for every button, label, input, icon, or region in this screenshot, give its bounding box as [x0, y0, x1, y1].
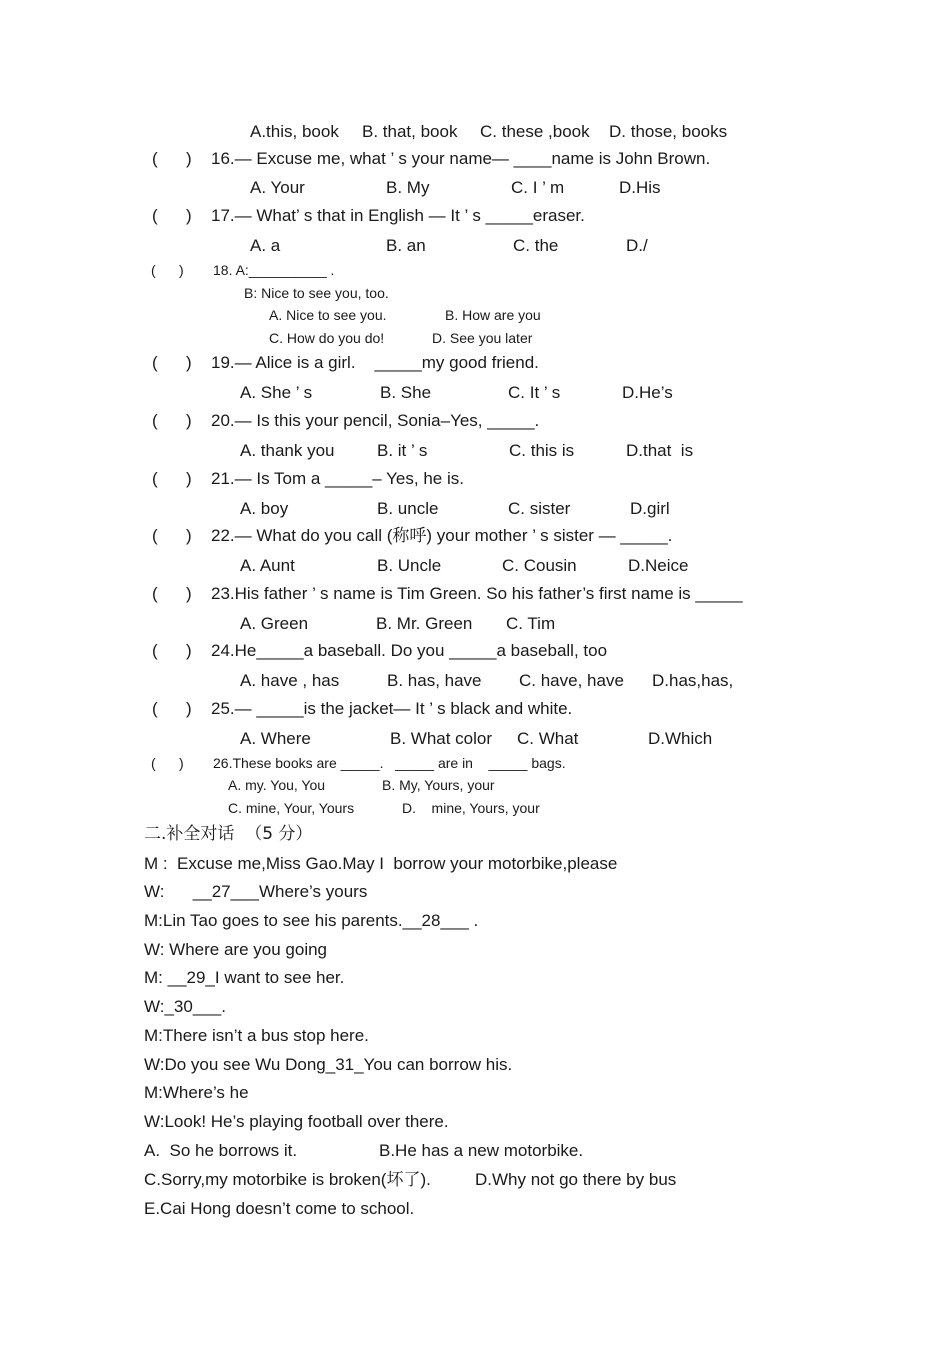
- choice-b: B.He has a new motorbike.: [379, 1141, 584, 1160]
- dialogue-line: M:There isn’t a bus stop here.: [144, 1026, 369, 1045]
- option-a: A. Your: [250, 178, 305, 197]
- option-a: A. have , has: [240, 671, 340, 690]
- option-d: D.girl: [630, 499, 670, 518]
- question-stem: 23.His father ’ s name is Tim Green. So his father’s first name is _____: [211, 584, 743, 603]
- answer-paren[interactable]: ( ): [152, 584, 192, 603]
- option-b: B. What color: [390, 729, 493, 748]
- question-stem: 26.These books are _____. _____ are in _____ bags.: [213, 755, 566, 771]
- option-c: C. How do you do!: [269, 330, 385, 346]
- option-a: A. a: [250, 236, 281, 255]
- option-b: B. an: [386, 236, 426, 255]
- option-b: B. Uncle: [377, 556, 442, 575]
- option-a: A. thank you: [240, 441, 335, 460]
- answer-paren[interactable]: ( ): [152, 353, 192, 372]
- option-d: D.His: [619, 178, 661, 197]
- option-c: C. I ’ m: [511, 178, 565, 197]
- question-stem: 16.— Excuse me, what ’ s your name— ____name is John Brown.: [211, 149, 711, 168]
- question-stem: 17.— What’ s that in English — It ’ s _____eraser.: [211, 206, 585, 225]
- question-stem: 22.— What do you call (称呼) your mother ’ s sister — _____.: [211, 526, 673, 545]
- dialogue-line: W:Do you see Wu Dong_31_You can borrow his.: [144, 1055, 513, 1074]
- option-d: D. mine, Yours, your: [402, 800, 540, 816]
- option-b: B. uncle: [377, 499, 439, 518]
- option-d: D.that is: [626, 441, 694, 460]
- q15-option-b: B. that, book: [362, 122, 458, 141]
- option-c: C. the: [513, 236, 559, 255]
- option-c: C. this is: [509, 441, 575, 460]
- answer-paren[interactable]: ( ): [152, 411, 192, 430]
- option-a: A. She ’ s: [240, 383, 313, 402]
- option-b: B. My, Yours, your: [382, 777, 495, 793]
- option-d: D.Neice: [628, 556, 689, 575]
- option-d: D. See you later: [432, 330, 533, 346]
- answer-paren[interactable]: ( ): [152, 699, 192, 718]
- dialogue-line: M:Where’s he: [144, 1083, 249, 1102]
- section-title: 二.补全对话 （5 分）: [144, 824, 313, 844]
- question-stem: 21.— Is Tom a _____– Yes, he is.: [211, 469, 464, 488]
- question-stem: 18. A:__________ .: [213, 262, 335, 278]
- answer-paren[interactable]: ( ): [151, 755, 184, 771]
- q15-option-a: A.this, book: [250, 122, 339, 141]
- option-a: A. Nice to see you.: [269, 307, 387, 323]
- choice-e: E.Cai Hong doesn’t come to school.: [144, 1199, 415, 1218]
- q15-option-d: D. those, books: [609, 122, 728, 141]
- answer-paren[interactable]: ( ): [152, 526, 192, 545]
- answer-paren[interactable]: ( ): [152, 206, 192, 225]
- option-a: A. Where: [240, 729, 311, 748]
- option-a: A. Aunt: [240, 556, 295, 575]
- option-b: B. Mr. Green: [376, 614, 473, 633]
- dialogue-line: W: Where are you going: [144, 940, 327, 959]
- dialogue-line: W: __27___Where’s yours: [144, 882, 368, 901]
- choice-c: C.Sorry,my motorbike is broken(坏了).: [144, 1170, 431, 1189]
- option-c: C. mine, Your, Yours: [228, 800, 355, 816]
- option-b: B. My: [386, 178, 430, 197]
- option-c: C. Tim: [506, 614, 556, 633]
- answer-paren[interactable]: ( ): [152, 641, 192, 660]
- option-b: B. it ’ s: [377, 441, 428, 460]
- option-b: B. has, have: [387, 671, 482, 690]
- question-stem: 19.— Alice is a girl. _____my good friend.: [211, 353, 539, 372]
- q15-option-c: C. these ,book: [480, 122, 590, 141]
- dialogue-line: W:Look! He’s playing football over there.: [144, 1112, 449, 1131]
- option-d: D./: [626, 236, 648, 255]
- dialogue-line: W:_30___.: [144, 997, 226, 1016]
- answer-paren[interactable]: ( ): [152, 149, 192, 168]
- option-d: D.has,has,: [652, 671, 734, 690]
- option-c: C. have, have: [519, 671, 624, 690]
- question-stem: 24.He_____a baseball. Do you _____a baseball, too: [211, 641, 608, 660]
- question-stem: 25.— _____is the jacket— It ’ s black and white.: [211, 699, 573, 718]
- answer-paren[interactable]: ( ): [151, 262, 184, 278]
- dialogue-line: M: __29_I want to see her.: [144, 968, 345, 987]
- dialogue-line: M:Lin Tao goes to see his parents.__28___ .: [144, 911, 479, 930]
- option-b: B. How are you: [445, 307, 541, 323]
- dialogue-b-line: B: Nice to see you, too.: [244, 285, 389, 301]
- question-stem: 20.— Is this your pencil, Sonia–Yes, _____.: [211, 411, 540, 430]
- choice-d: D.Why not go there by bus: [475, 1170, 677, 1189]
- option-a: A. Green: [240, 614, 309, 633]
- choice-a: A. So he borrows it.: [144, 1141, 298, 1160]
- option-d: D.He’s: [622, 383, 673, 402]
- answer-paren[interactable]: ( ): [152, 469, 192, 488]
- option-c: C. What: [517, 729, 579, 748]
- option-c: C. sister: [508, 499, 571, 518]
- dialogue-line: M : Excuse me,Miss Gao.May I borrow your motorbike,please: [144, 854, 618, 873]
- option-a: A. boy: [240, 499, 289, 518]
- option-d: D.Which: [648, 729, 713, 748]
- option-c: C. It ’ s: [508, 383, 561, 402]
- option-c: C. Cousin: [502, 556, 577, 575]
- option-b: B. She: [380, 383, 432, 402]
- option-a: A. my. You, You: [228, 777, 326, 793]
